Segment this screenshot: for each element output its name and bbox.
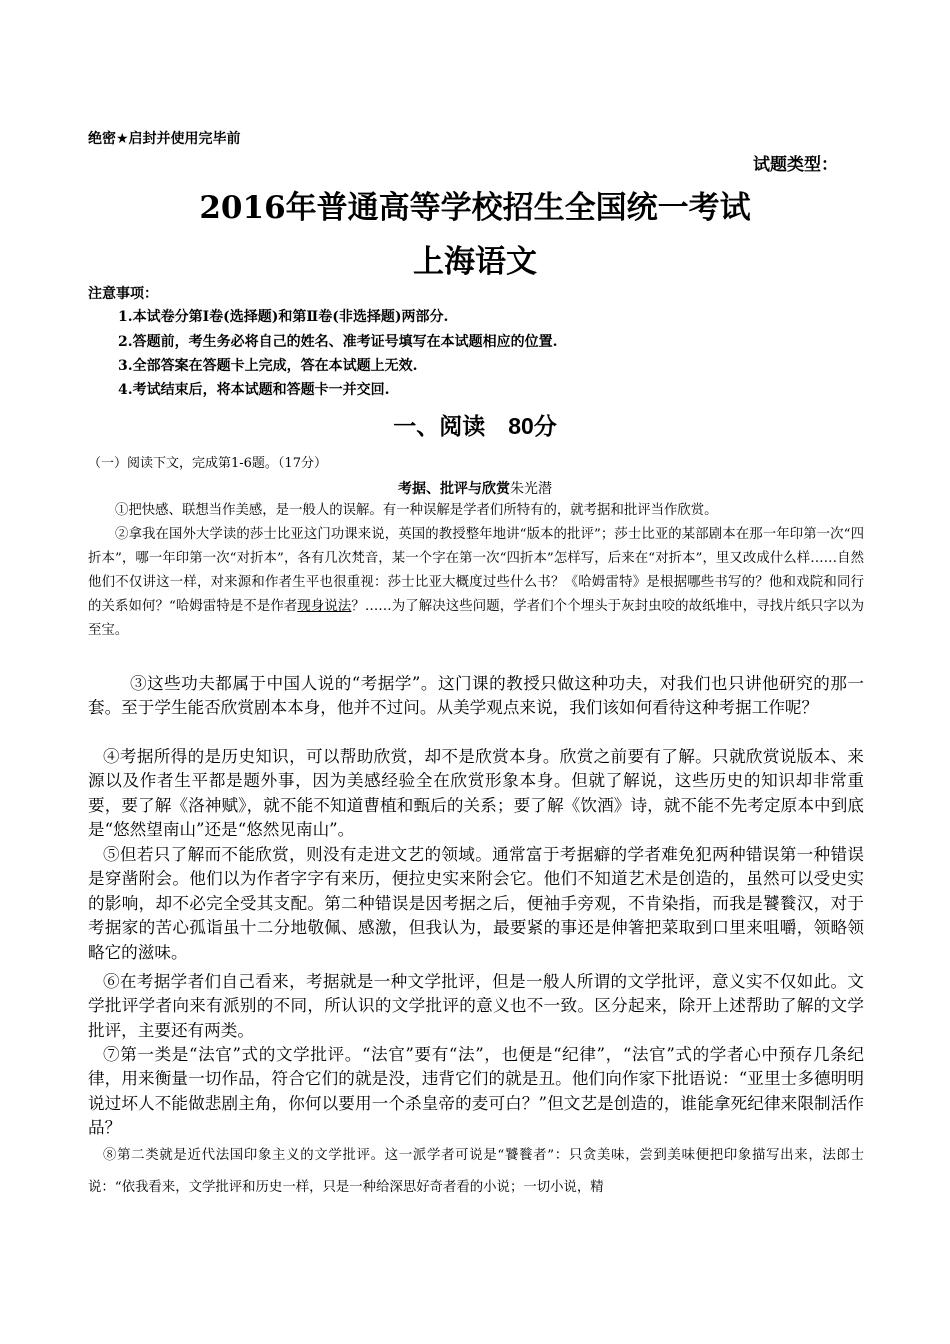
paragraph-2-text-a: ②拿我在国外大学读的莎士比亚这门功课来说，英国的教授整年地讲“版本的批评”；莎士比亚的某部剧本在那一年印第一次“四折本”，哪一年印第一次“对折本”，各有几次梵音，某一个字在第一次“四折本”怎样写，后来在“对折本”，里又改成什么样……自然他们不仅讲这一样，对来源和作者生平也很重视：莎士比亚大概度过些什么书？《哈姆雷特》是根据哪些书写的？他和戏院和同行的关系如何？“哈姆雷特是不是作者: [88, 527, 864, 614]
question-type-label: 试题类型：: [753, 155, 838, 174]
paragraph-8: ⑧第二类就是近代法国印象主义的文学批评。这一派学者可说是“饕餮者”：只贪美味，尝到美味便把印象描写出来，法郎士说：“依我看来，文学批评和历史一样，只是一种给深思好奇者看的小说；一切小说，精: [88, 1148, 864, 1195]
paragraph-2: [88, 523, 864, 643]
exam-subtitle: 上海语文: [413, 244, 537, 280]
confidential-notice: 绝密★启封并使用完毕前: [88, 130, 241, 146]
essay-title: [0, 478, 950, 498]
essay-title-text: 考据、批评与欣赏: [398, 480, 510, 496]
note-item: 4.考试结束后，将本试题和答题卡一并交回.: [118, 382, 390, 398]
paragraph-4: ④考据所得的是历史知识，可以帮助欣赏，却不是欣赏本身。欣赏之前要有了解。只就欣赏说版本、来源以及作者生平都是题外事，因为美感经验全在欣赏形象本身。但就了解说，这些历史的知识却非常重要，要了解《洛神赋》，就不能不知道曹植和甄后的关系；要了解《饮酒》诗，就不能不先考定原本中到底是“悠然望南山”还是“悠然见南山”。: [88, 747, 864, 840]
paragraph-2-text-b: ？……为了解决这些问题，学者们个个埋头于灰封虫咬的故纸堆中，寻找片纸只字以为至宝。: [88, 599, 864, 638]
essay-author: 朱光潜: [510, 481, 552, 497]
underlined-phrase: 现身说法: [297, 599, 352, 614]
section-heading: 一、阅读 80分: [393, 413, 557, 439]
paragraph-5: ⑤但若只了解而不能欣赏，则没有走进文艺的领域。通常富于考据癖的学者难免犯两种错误第一种错误是穿凿附会。他们以为作者字字有来历，便拉史实来附会它。他们不知道艺术是创造的，虽然可以受史实的影响，却不必完全受其支配。第二种错误是因考据之后，便袖手旁观，不肯染指，而我是饕餮汉，对于考据家的苦心孤诣虽十二分地敬佩、感激，但我认为，最要紧的事还是伸箸把菜取到口里来咀嚼，领略领略它的滋味。: [88, 845, 864, 962]
paragraph-3: ③这些功夫都属于中国人说的“考据学”。这门课的教授只做这种功夫，对我们也只讲他研究的那一套。至于学生能否欣赏剧本本身，他并不过问。从美学观点来说，我们该如何看待这种考据工作呢？: [88, 674, 864, 718]
note-item: 3.全部答案在答题卡上完成，答在本试题上无效.: [118, 358, 418, 374]
paragraph-7: ⑦第一类是“法官”式的文学批评。“法官”要有“法”，也便是“纪律”，“法官”式的学者心中预存几条纪律，用来衡量一切作品，符合它们的就是没，违背它们的就是丑。他们向作家下批语说：“亚里士多德明明说过坏人不能做悲剧主角，你何以要用一个杀皇帝的麦可白？”但文艺是创造的，谁能拿死纪律来限制活作品？: [88, 1045, 864, 1138]
paragraph-1: ①把快感、联想当作美感，是一般人的误解。有一种误解是学者们所特有的，就考据和批评当作欣赏。: [115, 503, 718, 518]
exam-title: 2016年普通高等学校招生全国统一考试: [199, 190, 751, 226]
question-intro: （一）阅读下文，完成第1-6题。（17分）: [88, 456, 327, 471]
note-item: 2.答题前，考生务必将自己的姓名、准考证号填写在本试题相应的位置.: [118, 334, 558, 350]
notes-heading: 注意事项：: [88, 285, 158, 301]
note-item: 1.本试卷分第Ⅰ卷(选择题)和第Ⅱ卷(非选择题)两部分.: [118, 309, 449, 325]
paragraph-6: ⑥在考据学者们自己看来，考据就是一种文学批评，但是一般人所谓的文学批评，意义实不仅如此。文学批评学者向来有派别的不同，所认识的文学批评的意义也不一致。区分起来，除开上述帮助了解的文学批评，主要还有两类。: [88, 972, 864, 1040]
